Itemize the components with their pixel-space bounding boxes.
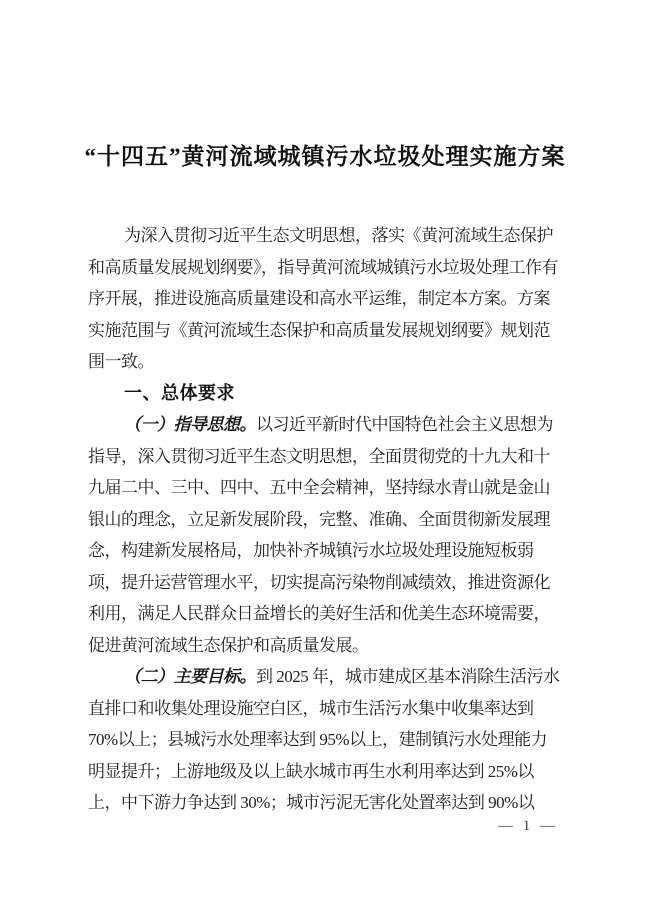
para-a-line: 九届二中、三中、四中、五中全会精神，坚持绿水青山就是金山	[88, 478, 550, 497]
para-b-line: 上，中下游力争达到 30%；城市污泥无害化处置率达到 90%以	[88, 793, 535, 812]
para-a-line	[88, 409, 572, 441]
para-a-first-line-rest: 以习近平新时代中国特色社会主义思想为	[256, 415, 553, 434]
para-a-line: 念，构建新发展格局，加快补齐城镇污水垃圾处理设施短板弱	[88, 541, 534, 560]
para-a-line: 项，提升运营管理水平，切实提高污染物削减绩效，推进资源化	[88, 572, 550, 592]
document-title: “十四五”黄河流域城镇污水垃圾处理实施方案	[84, 144, 566, 169]
para-a-line: 利用，满足人民群众日益增长的美好生活和优美生态环境需要，	[88, 604, 550, 623]
para-b-line	[88, 661, 572, 693]
para-b-line: 直排口和收集处理设施空白区，城市生活污水集中收集率达到	[88, 698, 534, 718]
para-a-lead: （一）指导思想。	[124, 415, 256, 434]
para-b-lead: （二）主要目标。	[124, 667, 256, 686]
intro-line: 序开展，推进设施高质量建设和高水平运维，制定本方案。方案	[88, 289, 550, 308]
intro-line: 和高质量发展规划纲要》，指导黄河流域城镇污水垃圾处理工作有	[88, 257, 558, 277]
para-b-line: 70%以上；县城污水处理率达到 95%以上，建制镇污水处理能力	[88, 730, 548, 749]
para-b-line: 明显提升；上游地级及以上缺水城市再生水利用率达到 25%以	[88, 761, 534, 781]
section-heading: 一、总体要求	[124, 382, 235, 403]
para-b-first-line-rest: 到 2025 年，城市建成区基本消除生活污水	[256, 667, 560, 686]
intro-line: 围一致。	[88, 352, 154, 371]
para-a-line: 促进黄河流域生态保护和高质量发展。	[88, 635, 369, 655]
intro-line: 为深入贯彻习近平生态文明思想，落实《黄河流域生态保护	[124, 226, 553, 245]
para-a-line: 指导，深入贯彻习近平生态文明思想，全面贯彻党的十九大和十	[88, 446, 550, 466]
para-a-line: 银山的理念，立足新发展阶段，完整、准确、全面贯彻新发展理	[88, 509, 550, 529]
intro-line: 实施范围与《黄河流域生态保护和高质量发展规划纲要》规划范	[88, 320, 550, 340]
document-body	[88, 220, 572, 819]
page-number: — 1 —	[498, 818, 558, 834]
